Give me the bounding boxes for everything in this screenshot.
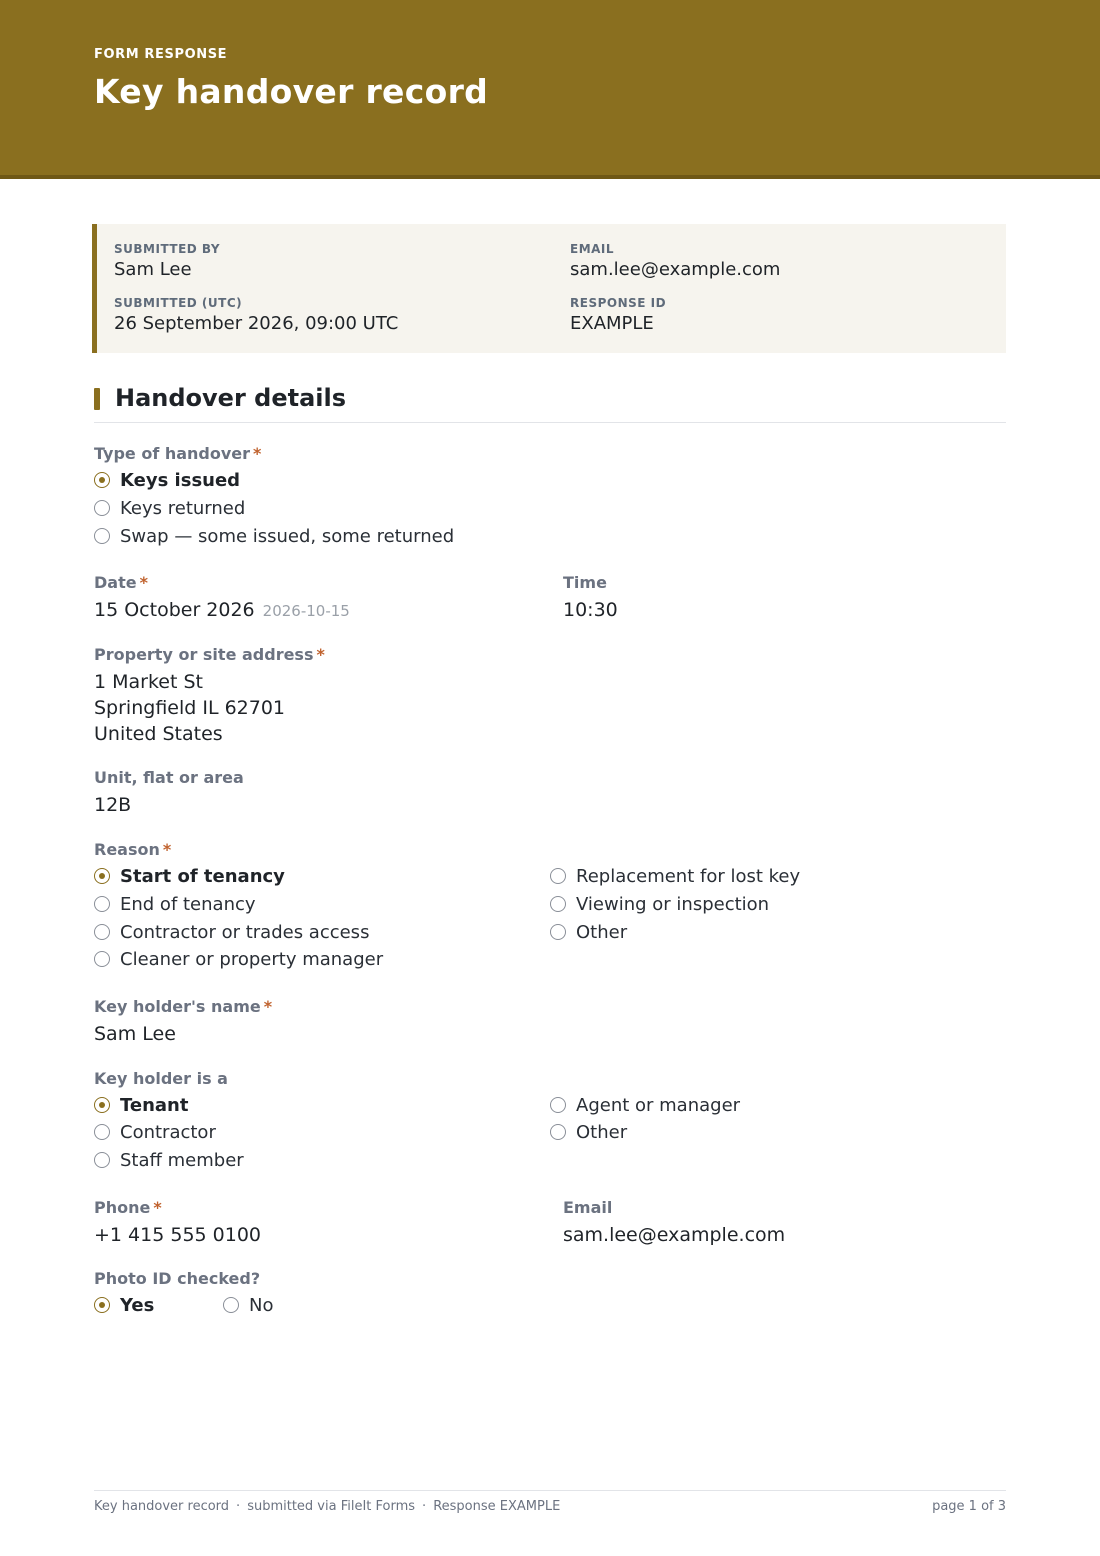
radio-empty-icon [94, 924, 110, 940]
meta-submitted-utc [114, 296, 398, 334]
radio-empty-icon [94, 528, 110, 544]
field-label: Photo ID checked? [94, 1269, 261, 1288]
field-label: Type of handover * [94, 444, 262, 463]
field-reason [94, 840, 171, 859]
field-email [563, 1198, 785, 1248]
radio-selected-icon [94, 472, 110, 488]
footer-info [94, 1499, 560, 1514]
required-marker: * [316, 645, 325, 664]
field-label: Date * [94, 573, 148, 592]
iso-date: 2026-10-15 [262, 602, 350, 620]
field-label: Reason * [94, 840, 172, 859]
field-value [94, 669, 325, 747]
meta-label: RESPONSE ID [570, 296, 667, 310]
radio-empty-icon [94, 896, 110, 912]
address-line: Springfield IL 62701 [94, 697, 286, 719]
form-kicker: FORM RESPONSE [94, 47, 228, 62]
radio-selected-icon [94, 868, 110, 884]
field-label: Time [563, 573, 607, 592]
field-key-holder-name [94, 997, 272, 1047]
meta-value: Sam Lee [114, 259, 192, 280]
field-label: Unit, flat or area [94, 768, 244, 787]
section-divider [94, 422, 1006, 423]
page-number: page 1 of 3 [932, 1499, 1006, 1514]
field-address [94, 645, 325, 747]
radio-empty-icon [550, 1124, 566, 1140]
field-value: 12B [94, 794, 132, 816]
radio-empty-icon [94, 500, 110, 516]
radio-empty-icon [223, 1297, 239, 1313]
radio-empty-icon [94, 1124, 110, 1140]
meta-response-id [570, 296, 666, 334]
address-line: 1 Market St [94, 671, 203, 693]
footer-form-name: Key handover record [94, 1499, 230, 1514]
meta-label: SUBMITTED BY [114, 242, 221, 256]
meta-email [570, 242, 780, 280]
field-value: 10:30 [563, 599, 618, 621]
footer-separator: · [422, 1499, 427, 1514]
field-type-of-handover [94, 444, 261, 463]
form-header [0, 0, 1100, 179]
field-time [563, 573, 618, 623]
radio-empty-icon [550, 1097, 566, 1113]
field-key-holder-type [94, 1069, 228, 1088]
footer-response: Response EXAMPLE [433, 1499, 561, 1514]
required-marker: * [263, 997, 273, 1016]
required-marker: * [139, 573, 148, 592]
footer-separator: · [236, 1499, 241, 1514]
radio-empty-icon [550, 896, 566, 912]
required-marker: * [153, 1198, 162, 1217]
radio-selected-icon [94, 1297, 110, 1313]
meta-submitted-by [114, 242, 220, 280]
field-photo-id [94, 1269, 260, 1288]
meta-value: 26 September 2026, 09:00 UTC [114, 313, 399, 334]
meta-value: sam.lee@example.com [570, 259, 781, 280]
field-value: Sam Lee [94, 1023, 176, 1045]
meta-label: EMAIL [570, 242, 615, 256]
required-marker: * [253, 444, 262, 463]
radio-empty-icon [550, 868, 566, 884]
radio-selected-icon [94, 1097, 110, 1113]
meta-value: EXAMPLE [570, 313, 654, 334]
field-phone [94, 1198, 261, 1248]
address-line: United States [94, 723, 223, 745]
section-title: Handover details [94, 384, 346, 412]
submission-meta-panel [92, 224, 1006, 353]
field-value: 15 October 2026 2026-10-15 [94, 599, 350, 621]
field-label: Key holder's name * [94, 997, 273, 1016]
field-unit [94, 768, 244, 818]
radio-empty-icon [94, 951, 110, 967]
form-title: Key handover record [94, 72, 489, 111]
radio-empty-icon [94, 1152, 110, 1168]
required-marker: * [162, 840, 172, 859]
field-date [94, 573, 350, 624]
radio-empty-icon [550, 924, 566, 940]
meta-label: SUBMITTED (UTC) [114, 296, 243, 310]
field-label: Email [563, 1198, 613, 1217]
field-label: Phone * [94, 1198, 162, 1217]
field-label: Property or site address * [94, 645, 325, 664]
footer-divider [94, 1490, 1006, 1491]
field-value: +1 415 555 0100 [94, 1224, 262, 1246]
field-value: sam.lee@example.com [563, 1224, 786, 1246]
footer-via: submitted via FileIt Forms [247, 1499, 416, 1514]
field-label: Key holder is a [94, 1069, 228, 1088]
